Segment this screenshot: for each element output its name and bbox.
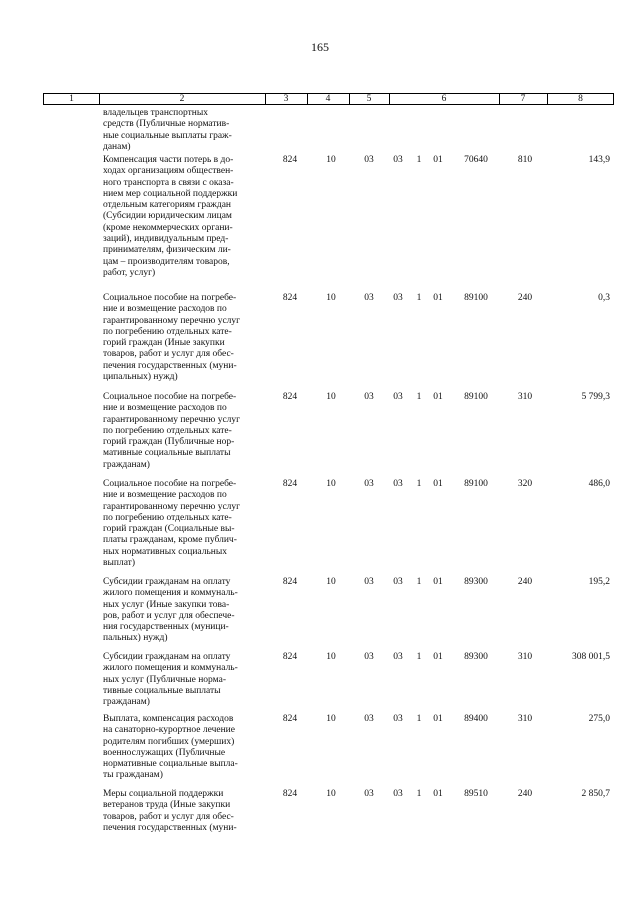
description-line: ние и возмещение расходов по <box>103 403 227 414</box>
header-col-4: 4 <box>325 94 331 104</box>
description-line: заций), индивидуальным пред- <box>103 234 229 245</box>
cell-c5: 03 <box>364 577 374 587</box>
cell-c4: 10 <box>326 577 336 587</box>
description-line: платы гражданам, кроме публич- <box>103 535 237 546</box>
description-line: (кроме некоммерческих органи- <box>103 222 233 233</box>
description-line: жилого помещения и коммуналь- <box>103 588 238 599</box>
description-line: Компенсация части потерь в до- <box>103 155 234 165</box>
description-line: средств (Публичные норматив- <box>103 119 230 130</box>
cell-c5: 03 <box>364 293 374 303</box>
description-line: по погребению отдельных кате- <box>103 425 232 436</box>
cell-c6d: 89400 <box>464 714 488 724</box>
cell-c6b: 1 <box>416 155 422 165</box>
table-header <box>43 93 614 105</box>
cell-amount: 195,2 <box>588 577 610 587</box>
cell-c6a: 03 <box>393 789 403 799</box>
cell-c5: 03 <box>364 789 374 799</box>
cell-amount: 0,3 <box>598 293 610 303</box>
cell-c3: 824 <box>282 714 298 724</box>
cell-c6b: 1 <box>416 392 422 402</box>
description-line: горий граждан (Публичные нор- <box>103 437 235 448</box>
description-line: отдельным категориям граждан <box>103 200 231 211</box>
cell-c6b: 1 <box>416 714 422 724</box>
description-line: ных услуг (Иные закупки това- <box>103 599 230 610</box>
description-line: Выплата, компенсация расходов <box>103 714 234 724</box>
row-description <box>103 652 263 708</box>
description-line: горий граждан (Иные закупки <box>103 338 225 349</box>
cell-c7: 320 <box>517 479 533 489</box>
cell-c7: 310 <box>517 714 533 724</box>
description-line: гражданам) <box>103 459 150 470</box>
cell-amount: 5 799,3 <box>581 392 610 402</box>
description-line: пальных) нужд) <box>103 633 168 644</box>
description-line: печения государственных (муни- <box>103 360 237 371</box>
header-col-8: 8 <box>578 94 583 104</box>
cell-c5: 03 <box>364 392 374 402</box>
cell-c3: 824 <box>282 789 298 799</box>
header-col-3: 3 <box>283 94 289 104</box>
cell-c6b: 1 <box>416 789 422 799</box>
cell-c6b: 1 <box>416 479 422 489</box>
description-line: ния государственных (муници- <box>103 622 229 633</box>
description-line: Социальное пособие на погребе- <box>103 479 237 489</box>
cell-c6d: 89100 <box>464 479 488 489</box>
cell-c5: 03 <box>364 652 374 662</box>
description-line: товаров, работ и услуг для обес- <box>103 349 234 360</box>
description-line: нормативные социальные выпла- <box>103 759 238 770</box>
description-line: товаров, работ и услуг для обес- <box>103 811 234 822</box>
row-description <box>103 714 263 782</box>
cell-c7: 810 <box>517 155 533 165</box>
description-line: ного транспорта в связи с оказа- <box>103 177 234 188</box>
cell-c6d: 70640 <box>464 155 488 165</box>
description-line: Субсидии гражданам на оплату <box>103 577 231 587</box>
cell-c6c: 01 <box>433 652 443 662</box>
description-line: гарантированному перечню услуг <box>103 315 241 326</box>
cell-amount: 486,0 <box>588 479 610 489</box>
row-description <box>103 293 263 383</box>
cell-amount: 308 001,5 <box>572 652 610 662</box>
cell-c6c: 01 <box>433 155 443 165</box>
description-line: ных услуг (Публичные норма- <box>103 674 226 685</box>
cell-c4: 10 <box>326 392 336 402</box>
description-line: Социальное пособие на погребе- <box>103 293 237 303</box>
row-description <box>103 789 263 834</box>
cell-c4: 10 <box>326 789 336 799</box>
description-line: гарантированному перечню услуг <box>103 414 241 425</box>
cell-c6c: 01 <box>433 789 443 799</box>
cell-c6a: 03 <box>393 652 403 662</box>
description-line: Меры социальной поддержки <box>103 789 224 799</box>
cell-c6a: 03 <box>393 577 403 587</box>
description-line: (Субсидии юридическим лицам <box>103 211 232 222</box>
cell-c4: 10 <box>326 155 336 165</box>
cell-c6d: 89100 <box>464 293 488 303</box>
cell-c7: 240 <box>517 293 533 303</box>
header-col-6: 6 <box>441 94 447 104</box>
description-line: Субсидии гражданам на оплату <box>103 652 231 662</box>
description-line: жилого помещения и коммуналь- <box>103 663 238 674</box>
cell-c3: 824 <box>282 293 298 303</box>
description-line: владельцев транспортных <box>103 108 208 118</box>
cell-c6a: 03 <box>393 714 403 724</box>
header-col-5: 5 <box>366 94 372 104</box>
cell-c3: 824 <box>282 155 298 165</box>
description-line: ветеранов труда (Иные закупки <box>103 800 231 811</box>
header-col-1: 1 <box>69 94 74 104</box>
description-line: на санаторно-курортное лечение <box>103 725 235 736</box>
cell-c6d: 89300 <box>464 652 488 662</box>
description-line: принимателям, физическим ли- <box>103 245 231 256</box>
cell-c3: 824 <box>282 577 298 587</box>
cell-c4: 10 <box>326 714 336 724</box>
cell-c5: 03 <box>364 479 374 489</box>
description-line: родителям погибших (умерших) <box>103 736 235 747</box>
description-line: ние и возмещение расходов по <box>103 304 227 315</box>
row-description <box>103 577 263 645</box>
row-description <box>103 155 263 279</box>
cell-c6d: 89100 <box>464 392 488 402</box>
continuation-description <box>103 108 263 153</box>
description-line: данам) <box>103 141 131 152</box>
cell-amount: 2 850,7 <box>581 789 610 799</box>
description-line: печения государственных (муни- <box>103 822 237 833</box>
cell-amount: 143,9 <box>588 155 610 165</box>
row-description <box>103 392 263 471</box>
description-line: ципальных) нужд) <box>103 372 178 383</box>
header-col-7: 7 <box>520 94 526 104</box>
description-line: ты гражданам) <box>103 770 163 781</box>
description-line: тивные социальные выплаты <box>103 685 221 696</box>
page-number: 165 <box>311 40 329 54</box>
cell-c7: 310 <box>517 392 533 402</box>
cell-c6d: 89300 <box>464 577 488 587</box>
header-col-2: 2 <box>179 94 185 104</box>
cell-c4: 10 <box>326 479 336 489</box>
cell-c3: 824 <box>282 392 298 402</box>
cell-c3: 824 <box>282 479 298 489</box>
cell-c4: 10 <box>326 652 336 662</box>
description-line: ходах организациям обществен- <box>103 166 234 177</box>
cell-c7: 240 <box>517 789 533 799</box>
cell-c6b: 1 <box>416 652 422 662</box>
cell-c6a: 03 <box>393 293 403 303</box>
cell-c6d: 89510 <box>464 789 488 799</box>
cell-c5: 03 <box>364 155 374 165</box>
description-line: по погребению отдельных кате- <box>103 326 232 337</box>
cell-c6c: 01 <box>433 392 443 402</box>
cell-c7: 240 <box>517 577 533 587</box>
cell-amount: 275,0 <box>588 714 610 724</box>
description-line: гражданам) <box>103 697 150 708</box>
row-description <box>103 479 263 569</box>
cell-c3: 824 <box>282 652 298 662</box>
description-line: ных нормативных социальных <box>103 546 227 557</box>
description-line: Социальное пособие на погребе- <box>103 392 237 402</box>
description-line: горий граждан (Социальные вы- <box>103 524 235 535</box>
cell-c6b: 1 <box>416 293 422 303</box>
cell-c6a: 03 <box>393 479 403 489</box>
cell-c6a: 03 <box>393 155 403 165</box>
description-line: по погребению отдельных кате- <box>103 512 232 523</box>
cell-c7: 310 <box>517 652 533 662</box>
cell-c5: 03 <box>364 714 374 724</box>
description-line: ние и возмещение расходов по <box>103 490 227 501</box>
description-line: цам – производителям товаров, <box>103 256 230 267</box>
description-line: работ, услуг) <box>103 267 156 278</box>
description-line: гарантированному перечню услуг <box>103 501 241 512</box>
description-line: военнослужащих (Публичные <box>103 747 226 758</box>
description-line: выплат) <box>103 558 135 569</box>
cell-c6c: 01 <box>433 479 443 489</box>
description-line: нием мер социальной поддержки <box>103 188 238 199</box>
cell-c6c: 01 <box>433 293 443 303</box>
cell-c6c: 01 <box>433 577 443 587</box>
cell-c6c: 01 <box>433 714 443 724</box>
cell-c6b: 1 <box>416 577 422 587</box>
cell-c4: 10 <box>326 293 336 303</box>
cell-c6a: 03 <box>393 392 403 402</box>
description-line: мативные социальные выплаты <box>103 448 231 459</box>
description-line: ров, работ и услуг для обеспече- <box>103 610 235 621</box>
description-line: ные социальные выплаты граж- <box>103 130 232 141</box>
